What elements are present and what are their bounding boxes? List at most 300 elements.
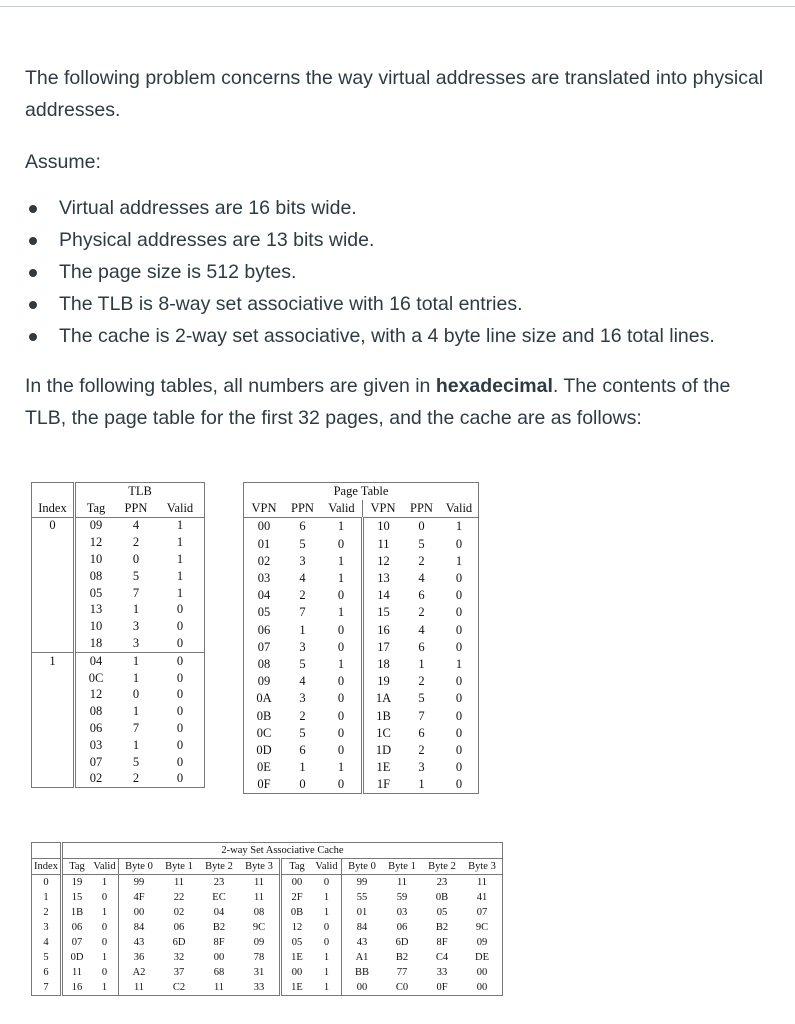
page-table-cell: 3 <box>299 691 306 706</box>
page-table-cell: 15 <box>363 604 404 621</box>
cache-cell: 6 <box>32 965 62 980</box>
tlb-valid-cell: 1 <box>176 518 184 533</box>
cache-cell: 12 <box>291 922 303 933</box>
tlb-ppn-cell: 4 <box>132 518 140 533</box>
tlb-valid-cell: 0 <box>156 635 205 652</box>
cache-cell: 9C <box>475 922 489 933</box>
cache-cell: 0 <box>91 890 119 905</box>
page-table-cell: 0C <box>256 725 272 740</box>
tlb-ppn-cell: 2 <box>132 535 140 550</box>
page-table-cell: 1 <box>455 656 463 671</box>
page-table-cell: 1B <box>363 707 404 724</box>
page-table-cell: 05 <box>257 605 271 620</box>
cache-cell: 06 <box>173 922 185 933</box>
cache-cell: 32 <box>173 952 185 963</box>
tlb-index-cell <box>32 568 75 585</box>
cache-row <box>32 935 503 950</box>
page-table-cell: 0 <box>455 760 463 775</box>
page-table-cell: 5 <box>299 536 306 551</box>
cache-cell: 0 <box>312 935 342 950</box>
tlb-column-header: Valid <box>156 500 205 517</box>
page-table-row <box>244 622 479 639</box>
cache-column-header: Byte 1 <box>159 859 199 875</box>
page-table-cell: 1 <box>337 656 345 671</box>
page-table-cell: 18 <box>363 656 404 673</box>
cache-cell: 11 <box>133 982 145 993</box>
page-table-cell: 03 <box>257 571 271 586</box>
cache-cell: 36 <box>133 952 145 963</box>
page-table-row <box>244 553 479 570</box>
page-table-cell: 1 <box>418 777 425 792</box>
page-table-column-header: Valid <box>440 500 479 518</box>
page-table-cell: 11 <box>363 536 404 553</box>
tlb-index-cell <box>32 635 75 652</box>
cache-cell: 05 <box>291 937 303 948</box>
page-table-cell: 3 <box>299 639 306 654</box>
page-table-row <box>244 587 479 604</box>
cache-cell: 1 <box>312 980 342 996</box>
cache-cell: 02 <box>173 907 185 918</box>
tlb-row <box>32 720 205 737</box>
tlb-index-cell <box>32 602 75 619</box>
tlb-column-header: Tag <box>75 500 117 517</box>
page-table-title: Page Table <box>333 484 389 499</box>
cache-column-header: Byte 1 <box>382 859 422 875</box>
page-table-row <box>244 536 479 553</box>
bullet-icon <box>29 237 37 245</box>
cache-cell: 16 <box>71 982 83 993</box>
cache-cell: 4 <box>32 935 62 950</box>
tlb-tag-cell: 05 <box>89 585 103 600</box>
cache-cell: 0 <box>91 935 119 950</box>
cache-cell: EC <box>212 892 226 903</box>
tlb-index-cell <box>32 585 75 602</box>
cache-cell: 00 <box>133 907 145 918</box>
page-table-cell: 00 <box>257 519 271 534</box>
page-table-cell: 0 <box>455 742 463 757</box>
cache-cell: 78 <box>239 950 281 965</box>
page-table-cell: 1A <box>363 690 404 707</box>
cache-cell: 0D <box>70 952 84 963</box>
tlb-row <box>32 737 205 754</box>
page-table-cell: 0 <box>455 691 463 706</box>
cache-cell: 99 <box>133 877 145 888</box>
cache-row <box>32 905 503 920</box>
cache-column-header: Byte 0 <box>119 859 160 875</box>
cache-row <box>32 950 503 965</box>
cache-cell: 1B <box>70 907 84 918</box>
tlb-ppn-cell: 1 <box>132 602 140 617</box>
tlb-row <box>32 687 205 704</box>
tlb-index-cell <box>32 771 75 788</box>
page-table <box>243 482 479 794</box>
page-table-cell: 1 <box>337 605 345 620</box>
page-table-cell: 0A <box>256 691 272 706</box>
tlb-tag-cell: 10 <box>89 552 103 567</box>
page-table-cell: 0 <box>455 639 463 654</box>
page-table-cell: 5 <box>418 691 425 706</box>
tlb-row <box>32 754 205 771</box>
page-table-cell: 1 <box>337 760 345 775</box>
page-table-cell: 3 <box>418 760 425 775</box>
tlb-ppn-cell: 3 <box>132 619 140 634</box>
tlb-row <box>32 635 205 652</box>
tlb-tag-cell: 0C <box>88 670 104 685</box>
tlb-tag-cell: 18 <box>75 635 117 652</box>
tlb-valid-cell: 0 <box>176 653 184 668</box>
page-table-column-header: VPN <box>363 500 404 518</box>
cache-row <box>32 980 503 996</box>
cache-row <box>32 920 503 935</box>
tlb-row <box>32 652 205 669</box>
page-table-column-header: PPN <box>284 500 321 518</box>
page-table-row <box>244 759 479 776</box>
cache-title: 2-way Set Associative Cache <box>62 843 503 859</box>
cache-cell: 00 <box>356 982 368 993</box>
tlb-row <box>32 534 205 551</box>
cache-cell: 37 <box>173 967 185 978</box>
page-table-cell: 0 <box>455 674 463 689</box>
page-table-cell: 0 <box>337 725 345 740</box>
cache-cell: DE <box>475 952 489 963</box>
cache-cell: 09 <box>239 935 281 950</box>
cache-cell: 33 <box>436 967 448 978</box>
page-table-cell: 1 <box>455 553 463 568</box>
page-table-cell: 0 <box>337 536 345 551</box>
bullet-icon <box>29 205 37 213</box>
page-table-header-row <box>244 500 479 518</box>
cache-cell: 11 <box>476 877 488 888</box>
page-table-column-header: Valid <box>321 500 363 518</box>
page-table-title-row <box>244 483 479 501</box>
cache-cell: 23 <box>436 877 448 888</box>
page-table-cell: 4 <box>299 571 306 586</box>
tlb-index-cell: 0 <box>32 517 75 534</box>
cache-table <box>31 842 503 996</box>
cache-cell: A2 <box>132 967 146 978</box>
page-table-cell: 0F <box>257 777 271 792</box>
assumption-list <box>25 192 775 352</box>
page-table-cell: 0 <box>455 622 463 637</box>
cache-cell: 00 <box>291 967 303 978</box>
cache-column-header: Byte 0 <box>342 859 383 875</box>
hexadecimal-emphasis: hexadecimal <box>435 375 553 397</box>
page-table-cell: 5 <box>299 656 306 671</box>
cache-cell: 8F <box>436 937 448 948</box>
page-table-cell: 16 <box>363 622 404 639</box>
cache-column-header: Tag <box>281 859 313 875</box>
tlb-row <box>32 517 205 534</box>
cache-cell: 07 <box>71 937 83 948</box>
tlb-ppn-cell: 0 <box>132 687 140 702</box>
cache-cell: 7 <box>32 980 62 996</box>
page-table-cell: 0 <box>337 777 345 792</box>
page-table-cell: 1E <box>363 759 404 776</box>
page-table-cell: 0D <box>256 742 272 757</box>
cache-cell: 1 <box>91 950 119 965</box>
tlb-tag-cell: 07 <box>89 754 103 769</box>
cache-cell: 08 <box>239 905 281 920</box>
tlb-valid-cell: 0 <box>156 771 205 788</box>
page-table-row <box>244 742 479 759</box>
page-table-cell: 6 <box>418 725 425 740</box>
cache-cell: 11 <box>239 890 281 905</box>
cache-column-header: Valid <box>91 859 119 875</box>
cache-cell: 01 <box>356 907 368 918</box>
cache-cell: 1 <box>91 980 119 996</box>
cache-cell: 1 <box>312 890 342 905</box>
tlb-index-cell <box>32 754 75 771</box>
cache-cell: 00 <box>213 952 225 963</box>
tlb-tag-cell: 12 <box>89 535 103 550</box>
tlb-tag-cell: 12 <box>89 687 103 702</box>
page-table-cell: 0 <box>299 777 306 792</box>
page-table-row <box>244 776 479 794</box>
page-table-cell: 0 <box>455 571 463 586</box>
cache-cell: C2 <box>172 982 186 993</box>
cache-row <box>32 965 503 980</box>
cache-cell: 0B <box>435 892 449 903</box>
page-table-row <box>244 725 479 742</box>
page-table-cell: 6 <box>418 588 425 603</box>
cache-cell: 9C <box>239 920 281 935</box>
assumption-item: Virtual addresses are 16 bits wide. <box>25 192 775 224</box>
cache-cell: 11 <box>71 967 83 978</box>
page-table-cell: 19 <box>363 673 404 690</box>
tlb-row <box>32 670 205 687</box>
intro-paragraph: The following problem concerns the way virtual addresses are translated into physical addresses. <box>25 67 764 121</box>
page-table-cell: 14 <box>363 587 404 604</box>
tlb-row <box>32 585 205 602</box>
tlb-ppn-cell: 1 <box>132 670 140 685</box>
page-table-cell: 1 <box>299 622 306 637</box>
page-table-cell: 5 <box>299 725 306 740</box>
cache-cell: BB <box>354 967 369 978</box>
cache-cell: 2 <box>32 905 62 920</box>
page-table-cell: 1 <box>337 519 345 534</box>
cache-cell: 31 <box>239 965 281 980</box>
cache-title-row <box>32 843 503 859</box>
page-table-cell: 0 <box>455 777 463 792</box>
page-table-row <box>244 673 479 690</box>
page-table-cell: 6 <box>299 519 306 534</box>
page-table-cell: 0 <box>337 622 345 637</box>
tlb-ppn-cell: 1 <box>132 653 140 668</box>
page-table-cell: 7 <box>418 708 425 723</box>
page-table-row <box>244 707 479 724</box>
cache-cell: 1 <box>32 890 62 905</box>
cache-cell: 4F <box>133 892 145 903</box>
page-table-cell: 2 <box>418 674 425 689</box>
cache-cell: 0 <box>312 920 342 935</box>
cache-cell: 68 <box>213 967 225 978</box>
tlb-ppn-cell: 7 <box>132 721 140 736</box>
cache-column-header: Byte 2 <box>199 859 239 875</box>
cache-cell: 1 <box>312 905 342 920</box>
page-table-cell: 17 <box>363 639 404 656</box>
page-table-cell: 2 <box>418 605 425 620</box>
cache-column-header: Byte 2 <box>422 859 462 875</box>
tlb-tag-cell: 03 <box>89 737 103 752</box>
tlb-index-cell <box>32 618 75 635</box>
tlb-index-cell <box>32 687 75 704</box>
tlb-index-cell <box>32 720 75 737</box>
tlb-valid-cell: 1 <box>176 585 184 600</box>
tlb-title-row <box>32 483 205 500</box>
tlb-ppn-cell: 2 <box>116 771 156 788</box>
cache-cell: 23 <box>213 877 225 888</box>
page-table-cell: 1 <box>418 656 425 671</box>
tlb-row <box>32 568 205 585</box>
tlb-tag-cell: 04 <box>89 653 103 668</box>
tlb-column-header: PPN <box>116 500 156 517</box>
cache-cell: 1 <box>91 905 119 920</box>
tlb-valid-cell: 0 <box>176 721 184 736</box>
tlb-row <box>32 618 205 635</box>
tlb-index-cell: 1 <box>32 652 75 669</box>
page-table-cell: 2 <box>299 708 306 723</box>
tlb-title: TLB <box>128 483 152 498</box>
tlb-ppn-cell: 1 <box>132 737 140 752</box>
top-divider <box>0 0 795 7</box>
page-table-cell: 0 <box>337 708 345 723</box>
tlb-title-spacer <box>32 483 75 500</box>
cache-cell: 6D <box>172 937 186 948</box>
cache-cell: 55 <box>356 892 368 903</box>
tlb-valid-cell: 0 <box>176 737 184 752</box>
tlb-index-cell <box>32 737 75 754</box>
tlb-row <box>32 551 205 568</box>
page-table-cell: 10 <box>363 518 404 536</box>
page-table-cell: 02 <box>257 553 271 568</box>
cache-cell: 0 <box>32 875 62 891</box>
page-table-row <box>244 604 479 621</box>
tlb-row <box>32 771 205 788</box>
tlb-ppn-cell: 5 <box>132 754 140 769</box>
tlb-valid-cell: 1 <box>176 568 184 583</box>
cache-cell: 11 <box>173 877 185 888</box>
tlb-tag-cell: 09 <box>89 518 103 533</box>
tlb-valid-cell: 0 <box>176 687 184 702</box>
cache-cell: 11 <box>213 982 225 993</box>
cache-column-header: Valid <box>312 859 342 875</box>
cache-cell: 1 <box>312 950 342 965</box>
problem-text <box>25 62 775 434</box>
cache-cell: 3 <box>32 920 62 935</box>
tlb-valid-cell: 0 <box>176 670 184 685</box>
page-table-cell: 07 <box>257 639 271 654</box>
page-table-cell: 1F <box>363 776 404 794</box>
tlb-ppn-cell: 0 <box>132 552 140 567</box>
page-table-row <box>244 656 479 673</box>
cache-row <box>32 890 503 905</box>
assumption-item: The page size is 512 bytes. <box>25 256 775 288</box>
page-table-cell: 0 <box>455 605 463 620</box>
tlb-column-header: Index <box>32 500 75 517</box>
cache-cell: 00 <box>476 982 488 993</box>
tlb-tag-cell: 13 <box>89 602 103 617</box>
cache-column-header: Byte 3 <box>462 859 503 875</box>
tlb-index-cell <box>32 551 75 568</box>
tlb-index-cell <box>32 670 75 687</box>
page-table-cell: 2 <box>299 588 306 603</box>
page-table-cell: 0 <box>337 588 345 603</box>
cache-cell: 8F <box>213 937 225 948</box>
page-table-cell: 09 <box>257 674 271 689</box>
tables-intro-paragraph: In the following tables, all numbers are given in hexadecimal. The contents of the TLB, the page table for the first 32 pages, and the cache are as follows: <box>25 375 731 429</box>
page-table-cell: 6 <box>418 639 425 654</box>
cache-cell: B2 <box>212 922 226 933</box>
page-table-cell: 4 <box>418 571 425 586</box>
page-table-row <box>244 570 479 587</box>
cache-row <box>32 875 503 891</box>
cache-cell: 09 <box>476 937 488 948</box>
assumption-item: The cache is 2-way set associative, with a 4 byte line size and 16 total lines. <box>25 320 775 352</box>
page-table-cell: 3 <box>299 553 306 568</box>
cache-cell: 03 <box>396 907 408 918</box>
cache-cell: 00 <box>476 967 488 978</box>
tlb-tag-cell: 06 <box>89 721 103 736</box>
tlb-ppn-cell: 1 <box>132 704 140 719</box>
assumption-item: Physical addresses are 13 bits wide. <box>25 224 775 256</box>
cache-cell: B2 <box>395 952 409 963</box>
page-table-cell: 1 <box>299 760 306 775</box>
cache-title-spacer <box>32 843 62 859</box>
cache-cell: 1 <box>91 875 119 891</box>
cache-cell: 2F <box>291 892 303 903</box>
tlb-valid-cell: 0 <box>176 754 184 769</box>
page-table-cell: 04 <box>257 588 271 603</box>
page-table-cell: 0B <box>256 708 272 723</box>
page-table-column-header: PPN <box>403 500 440 518</box>
page-table-cell: 1D <box>363 742 404 759</box>
cache-cell: 41 <box>476 892 488 903</box>
page-table-cell: 1C <box>363 725 404 742</box>
page-table-cell: 1 <box>455 519 463 534</box>
cache-cell: 59 <box>396 892 408 903</box>
cache-cell: 15 <box>71 892 83 903</box>
page-table-cell: 01 <box>257 536 271 551</box>
tlb-header-row <box>32 500 205 517</box>
tlb-ppn-cell: 3 <box>116 635 156 652</box>
cache-header-row <box>32 859 503 875</box>
page-table-row <box>244 639 479 656</box>
page-table-cell: 0 <box>337 691 345 706</box>
cache-cell: C0 <box>395 982 409 993</box>
cache-cell: 77 <box>396 967 408 978</box>
cache-column-header: Byte 3 <box>239 859 281 875</box>
cache-cell: 0F <box>436 982 448 993</box>
tlb-valid-cell: 1 <box>176 552 184 567</box>
cache-cell: 84 <box>356 922 368 933</box>
bullet-icon <box>29 333 37 341</box>
cache-cell: 0 <box>91 965 119 980</box>
cache-cell: 1 <box>312 965 342 980</box>
cache-cell: 1E <box>291 952 303 963</box>
cache-cell: A1 <box>355 952 369 963</box>
cache-cell: 84 <box>133 922 145 933</box>
page-table-cell: 6 <box>299 742 306 757</box>
cache-cell: 11 <box>239 875 281 891</box>
page-table-cell: 7 <box>299 605 306 620</box>
cache-cell: 1E <box>291 982 303 993</box>
cache-cell: C4 <box>435 952 449 963</box>
cache-cell: 00 <box>291 877 303 888</box>
tlb-tag-cell: 08 <box>89 568 103 583</box>
cache-cell: 11 <box>396 877 408 888</box>
page-table-column-header: VPN <box>244 500 285 518</box>
tlb-valid-cell: 0 <box>176 704 184 719</box>
